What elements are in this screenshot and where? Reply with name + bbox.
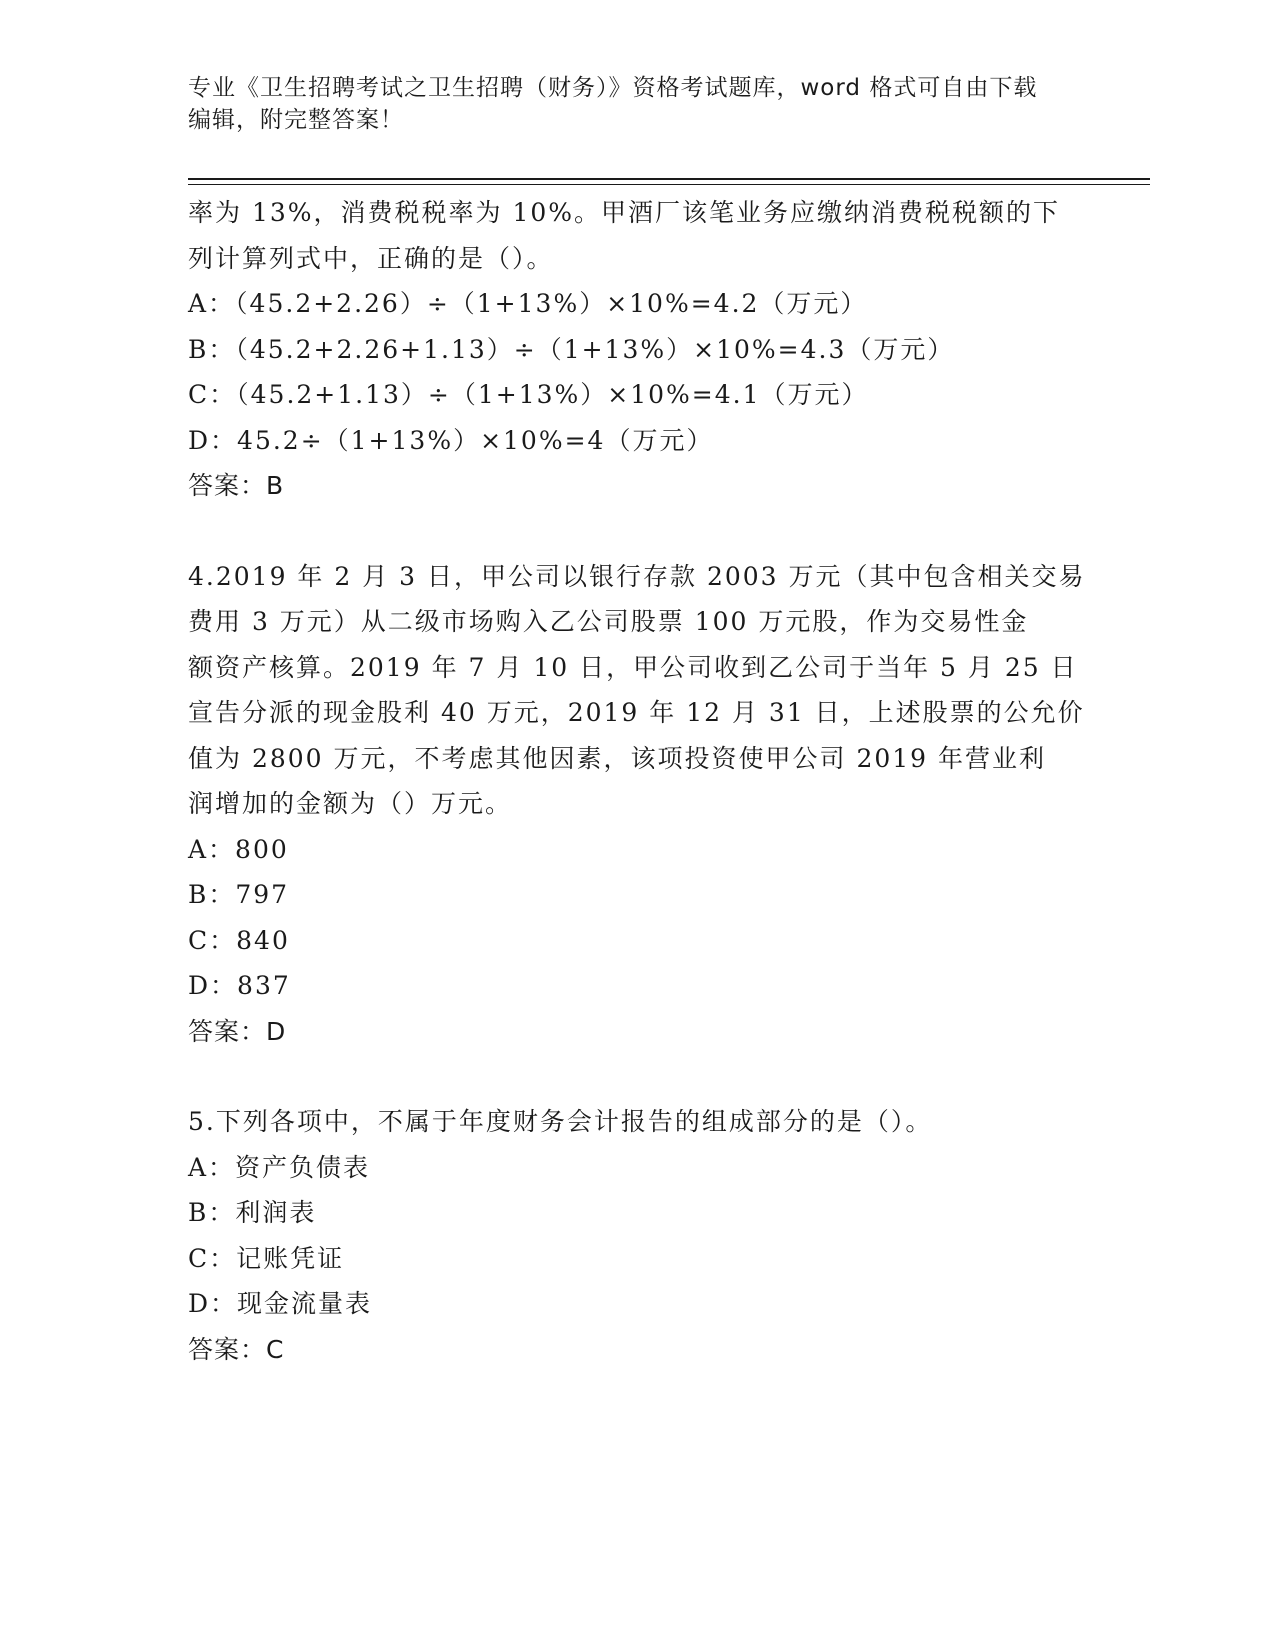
spacer xyxy=(188,1054,1088,1099)
question-4-stem-line-6: 润增加的金额为（）万元。 xyxy=(188,789,513,818)
question-4-stem-line-4: 宣告分派的现金股利 40 万元，2019 年 12 月 31 日，上述股票的公允价 xyxy=(188,698,1085,727)
question-4-answer: 答案：D xyxy=(188,1016,287,1046)
question-5-option-b: B：利润表 xyxy=(188,1198,317,1227)
question-5-option-c: C：记账凭证 xyxy=(188,1243,345,1273)
question-5 xyxy=(188,1099,1088,1372)
header-rule-thin xyxy=(188,184,1150,185)
question-4-stem-line-2: 费用 3 万元）从二级市场购入乙公司股票 100 万元股，作为交易性金 xyxy=(188,607,1029,636)
question-3-stem-line-2: 列计算列式中，正确的是（）。 xyxy=(188,243,554,273)
question-4-stem-line-1: 4.2019 年 2 月 3 日，甲公司以银行存款 2003 万元（其中包含相关交易 xyxy=(188,561,1086,591)
question-5-answer: 答案：C xyxy=(188,1334,285,1364)
header-line-2: 编辑，附完整答案！ xyxy=(188,107,404,133)
question-4-option-b: B：797 xyxy=(188,880,290,909)
question-3-stem-line-1: 率为 13%，消费税税率为 10%。甲酒厂该笔业务应缴纳消费税税额的下 xyxy=(188,198,1061,227)
question-3-answer: 答案：B xyxy=(188,471,285,500)
question-5-option-a: A：资产负债表 xyxy=(188,1152,371,1182)
question-4-option-c: C：840 xyxy=(188,925,290,955)
header-line-1: 专业《卫生招聘考试之卫生招聘（财务）》资格考试题库，word 格式可自由下载 xyxy=(188,75,1038,101)
question-3-option-a: A：（45.2+2.26）÷（1+13%）×10%=4.2（万元） xyxy=(188,289,868,318)
question-3-option-b: B：（45.2+2.26+1.13）÷（1+13%）×10%=4.3（万元） xyxy=(188,334,955,364)
question-4-option-d: D：837 xyxy=(188,971,291,1000)
question-4 xyxy=(188,554,1088,1055)
question-4-stem-line-5: 值为 2800 万元，不考虑其他因素，该项投资使甲公司 2019 年营业利 xyxy=(188,743,1047,773)
question-5-option-d: D：现金流量表 xyxy=(188,1289,373,1318)
question-3-option-c: C：（45.2+1.13）÷（1+13%）×10%=4.1（万元） xyxy=(188,380,869,409)
document-header xyxy=(188,72,1078,136)
question-content xyxy=(188,190,1088,1372)
question-4-option-a: A：800 xyxy=(188,834,289,864)
question-5-stem-line-1: 5.下列各项中，不属于年度财务会计报告的组成部分的是（）。 xyxy=(188,1107,933,1136)
header-rule-thick xyxy=(188,178,1150,180)
question-4-stem-line-3: 额资产核算。2019 年 7 月 10 日，甲公司收到乙公司于当年 5 月 25 日 xyxy=(188,652,1078,682)
question-3-option-d: D：45.2÷（1+13%）×10%=4（万元） xyxy=(188,425,714,455)
spacer xyxy=(188,509,1088,554)
question-3 xyxy=(188,190,1088,509)
